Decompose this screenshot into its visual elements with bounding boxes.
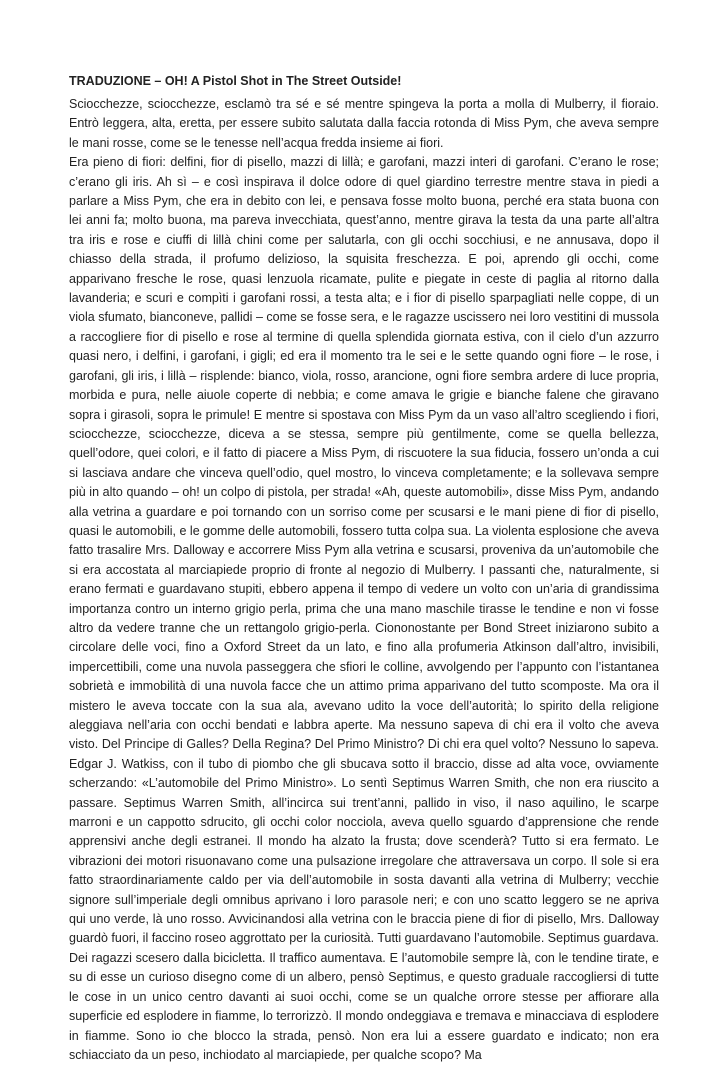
document-page: [69, 72, 659, 1065]
paragraph-2: Era pieno di fiori: delfini, fior di pisello, mazzi di lillà; e garofani, mazzi interi di garofani. C’erano le rose; c’erano gli iris. Ah sì – e così inspirava il dolce odore di quel giardino terrestre mentre stava in piedi a parlare a Miss Pym, che era in debito con lei, e pensava fosse molto buona, perché era stata buona con lei anni fa; molto buona, ma pareva invecchiata, quest’anno, mentre girava la testa da una parte all’altra tra iris e rose e ciuffi di lillà chini come per salutarla, con gli occhi socchiusi, e ne annusava, dopo il chiasso della strada, il profumo delizioso, la squisita freschezza. E poi, aprendo gli occhi, come apparivano fresche le rose, quasi lenzuola ricamate, pulite e piegate in ceste di paglia al ritorno dalla lavanderia; e scuri e compìti i garofani rossi, a testa alta; e i fior di pisello sparpagliati nelle coppe, di un viola sfumato, bianconeve, pallidi – come se fosse sera, e le ragazze uscissero nei loro vestitini di mussola a raccogliere fior di pisello e rose al termine di quella splendida giornata estiva, con il cielo d’un azzurro quasi nero, i delfini, i garofani, i gigli; ed era il momento tra le sei e le sette quando ogni fiore – le rose, i garofani, gli iris, i lillà – risplende: bianco, viola, rosso, arancione, ogni fiore sembra ardere di luce propria, morbida e pura, nelle aiuole coperte di nebbia; e come amava le grigie e bianche falene che giravano sopra i girasoli, sopra le primule! E mentre si spostava con Miss Pym da un vaso all’altro scegliendo i fiori, sciocchezze, sciocchezze, diceva a se stessa, sempre più gentilmente, come se quella bellezza, quell’odore, quei colori, e il fatto di piacere a Miss Pym, di riscuotere la sua fiducia, fossero un’onda a cui si lasciava andare che vinceva quell’odio, quel mostro, lo vinceva completamente; e la sollevava sempre più in alto quando – oh! un colpo di pistola, per strada! «Ah, queste automobili», disse Miss Pym, andando alla vetrina a guardare e poi tornando con un sorriso come per scusarsi e le mani piene di fior di pisello, quasi le automobili, e le gomme delle automobili, fossero tutta colpa sua. La violenta esplosione che aveva fatto trasalire Mrs. Dalloway e accorrere Miss Pym alla vetrina e scusarsi, proveniva da un’automobile che si era accostata al marciapiede proprio di fronte al negozio di Mulberry. I passanti che, naturalmente, si erano fermati e guardavano stupiti, ebbero appena il tempo di vedere un volto con un’aria di grandissima importanza contro un interno grigio perla, prima che una mano maschile tirasse le tendine e non vi fosse altro da vedere tranne che un rettangolo grigio-perla. Ciononostante per Bond Street iniziarono subito a circolare delle voci, fino a Oxford Street da un lato, e fino alla profumeria Atkinson dall’altro, invisibili, impercettibili, come una nuvola passeggera che sfiori le colline, avvolgendo per l’appunto con l’istantanea sobrietà e immobilità di una nuvola facce che un attimo prima apparivano del tutto scomposte. Ma ora il mistero le aveva toccate con la sua ala, avevano udito la voce dell’autorità; lo spirito della religione aleggiava nell’aria con occhi bendati e labbra aperte. Ma nessuno sapeva di chi era il volto che aveva visto. Del Principe di Galles? Della Regina? Del Primo Ministro? Di chi era quel volto? Nessuno lo sapeva. Edgar J. Watkiss, con il tubo di piombo che gli sbucava sotto il braccio, disse ad alta voce, ovviamente scherzando: «L’automobile del Primo Ministro». Lo sentì Septimus Warren Smith, che non era riuscito a passare. Septimus Warren Smith, all’incirca sui trent’anni, pallido in viso, il naso aquilino, le scarpe marroni e un cappotto sdrucito, gli occhi color nocciola, aveva quello sguardo d’apprensione che rende apprensivi anche degli estranei. Il mondo ha alzato la frusta; dove scenderà? Tutto si era fermato. Le vibrazioni dei motori risuonavano come una pulsazione irregolare che attraversava un corpo. Il sole si era fatto straordinariamente caldo per via dell’automobile in sosta davanti alla vetrina di Mulberry; vecchie signore sull’imperiale degli omnibus aprivano i loro parasole neri; e con uno scatto leggero se ne apriva qui uno verde, là uno rosso. Avvicinandosi alla vetrina con le braccia piene di fior di pisello, Mrs. Dalloway guardò fuori, il faccino roseo aggrottato per la curiosità. Tutti guardavano l’automobile. Septimus guardava. Dei ragazzi scesero dalla bicicletta. Il traffico aumentava. E l’automobile sempre là, con le tendine tirate, e su di esse un curioso disegno come di un albero, pensò Septimus, e questo graduale raccogliersi di tutte le cose in un unico centro davanti ai suoi occhi, come se un qualche orrore stesse per affiorare alla superficie ed esplodere in fiamme, lo terrorizzò. Il mondo ondeggiava e tremava e minacciava di esplodere in fiamme. Sono io che blocco la strada, pensò. Non era lui a essere guardato e indicato; non era schiacciato da un peso, inchiodato al marciapiede, per qualche scopo? Ma: [69, 155, 659, 1062]
document-title: [69, 72, 659, 91]
paragraph-1: Sciocchezze, sciocchezze, esclamò tra sé e sé mentre spingeva la porta a molla di Mulberry, il fioraio. Entrò leggera, alta, eretta, per essere subito salutata dalla faccia rotonda di Miss Pym, che aveva sempre le mani rosse, come se le tenesse nell’acqua fredda insieme ai fiori.: [69, 97, 659, 150]
document-title-suffix: !: [397, 74, 402, 88]
document-title-text: TRADUZIONE – OH! A Pistol Shot in The Street Outside: [69, 74, 398, 88]
